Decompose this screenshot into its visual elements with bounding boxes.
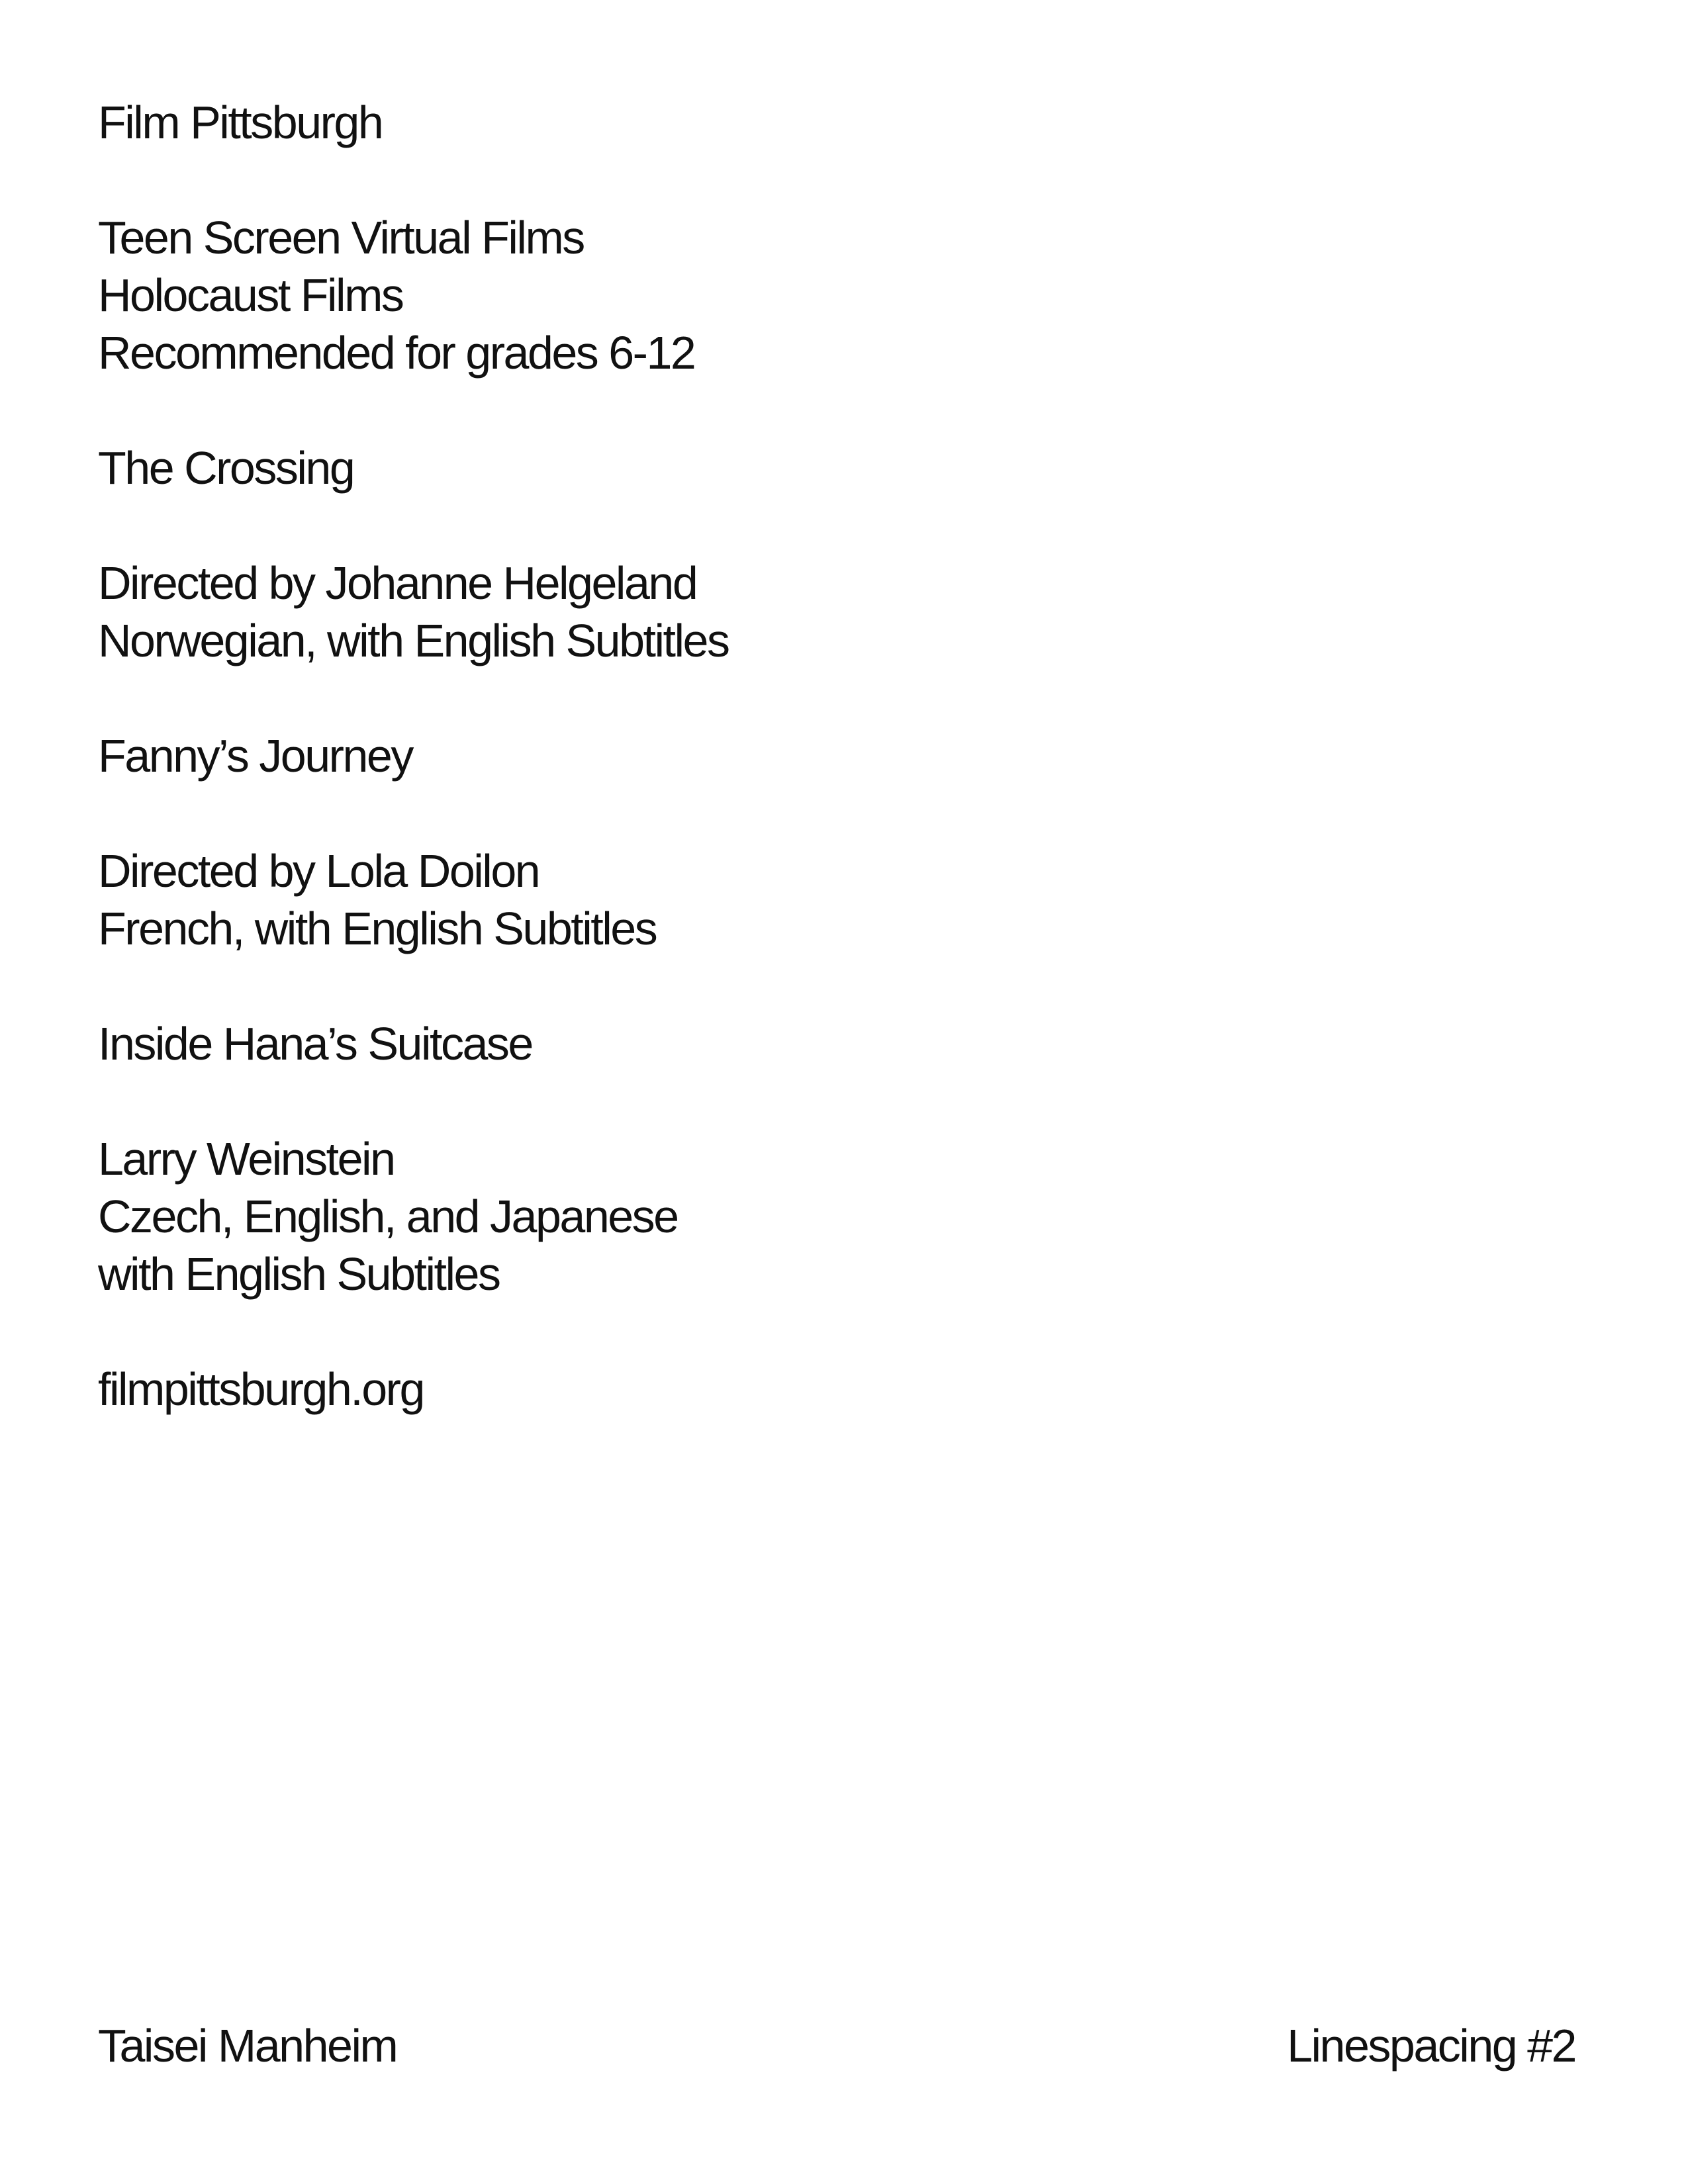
film-language: Czech, English, and Japanese xyxy=(98,1191,678,1242)
film-director: Larry Weinstein xyxy=(98,1133,395,1185)
website-url: filmpittsburgh.org xyxy=(98,1363,424,1415)
program-subtitle: Holocaust Films xyxy=(98,269,403,321)
program-title: Teen Screen Virtual Films xyxy=(98,212,584,263)
piece-label: Linespacing #2 xyxy=(1287,2020,1575,2071)
film-title: The Crossing xyxy=(98,442,354,494)
film-language-continued: with English Subtitles xyxy=(98,1248,500,1300)
film-title: Inside Hana’s Suitcase xyxy=(98,1018,532,1069)
film-title: Fanny’s Journey xyxy=(98,730,412,782)
organization-name: Film Pittsburgh xyxy=(98,97,383,148)
author-name: Taisei Manheim xyxy=(98,2020,397,2071)
grade-recommendation: Recommended for grades 6-12 xyxy=(98,327,695,379)
film-language: French, with English Subtitles xyxy=(98,903,657,954)
film-director: Directed by Johanne Helgeland xyxy=(98,557,697,609)
film-director: Directed by Lola Doilon xyxy=(98,845,539,897)
film-language: Norwegian, with English Subtitles xyxy=(98,615,729,666)
